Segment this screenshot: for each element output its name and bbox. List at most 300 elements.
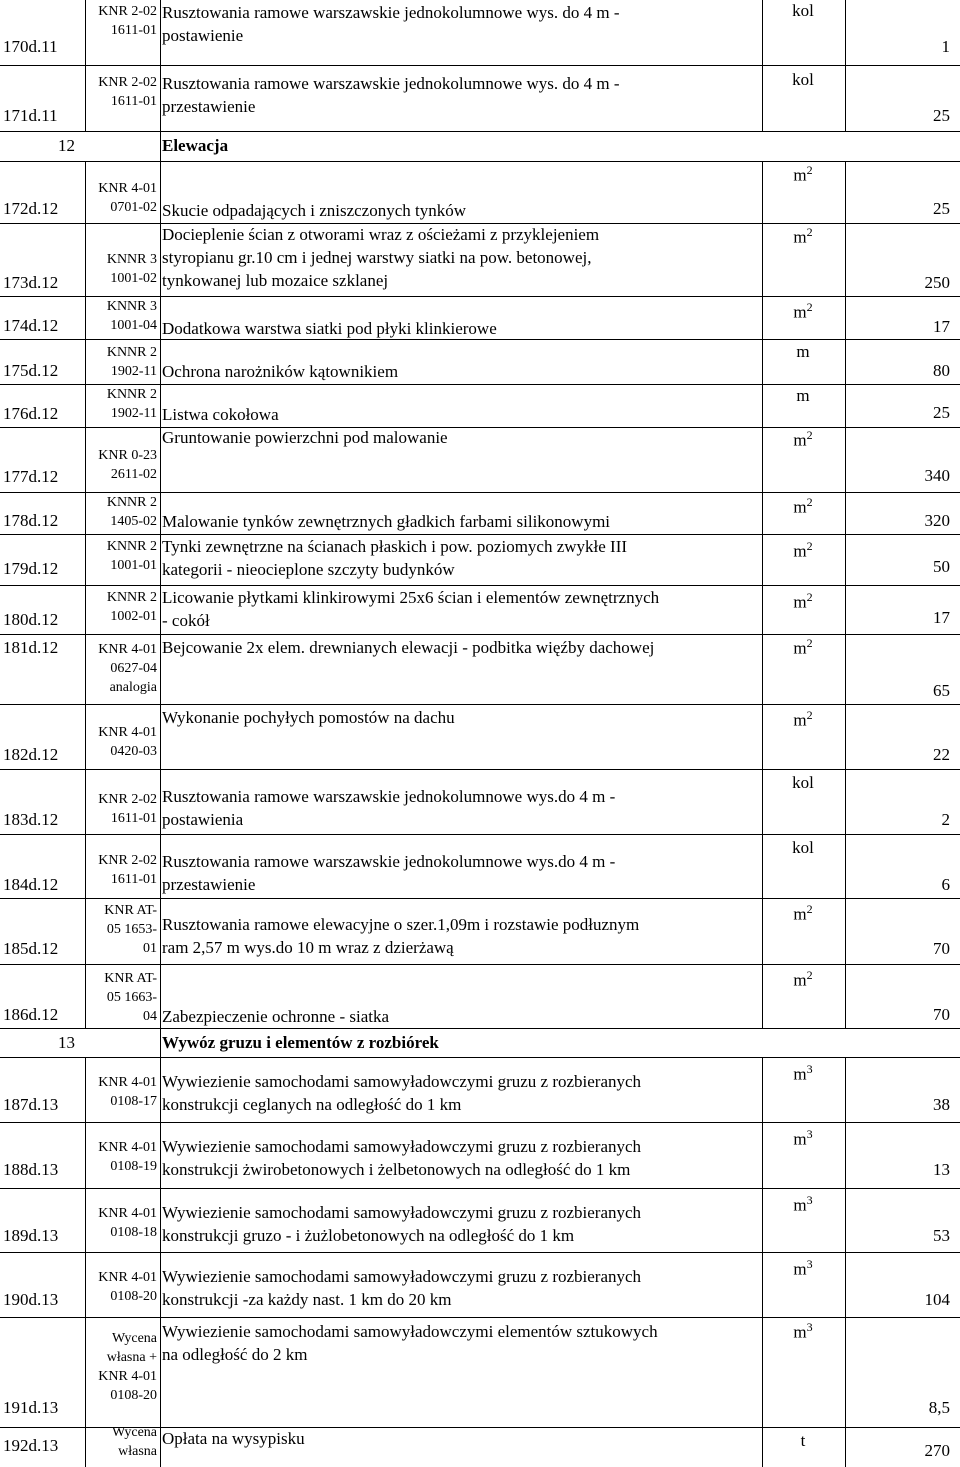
unit-symbol: m (793, 227, 807, 247)
unit-exponent: 2 (806, 539, 813, 553)
unit-symbol: m (793, 1195, 807, 1215)
item-number: 179d.12 (3, 559, 59, 578)
column-divider (845, 1428, 846, 1467)
table-row-175d-12 (0, 340, 960, 385)
catalog-code-line: Wycena (111, 1425, 157, 1440)
catalog-code-line: KNR 2-02 (98, 75, 157, 90)
table-row-178d-12 (0, 493, 960, 535)
catalog-code-line: analogia (109, 680, 157, 695)
catalog-code-line: 1611-01 (110, 811, 157, 826)
column-divider (160, 1029, 161, 1058)
unit-of-measure (762, 1062, 844, 1085)
item-number: 171d.11 (3, 106, 58, 125)
description-line: konstrukcji gruzo - i żużlobetonowych na odległość do 1 km (162, 1226, 575, 1245)
column-divider (160, 162, 161, 224)
catalog-code-line: KNNR 2 (106, 345, 157, 360)
item-number: 176d.12 (3, 404, 59, 423)
unit-exponent: 2 (806, 428, 813, 442)
unit-exponent: 3 (806, 1062, 813, 1076)
quantity: 25 (933, 106, 950, 125)
catalog-code (85, 1329, 157, 1405)
unit-exponent: 2 (806, 590, 813, 604)
column-divider (845, 297, 846, 340)
description-line: Wywiezienie samochodami samowyładowczymi gruzu z rozbieranych (162, 1267, 642, 1286)
catalog-code-line: KNR 4-01 (98, 1206, 157, 1221)
column-divider (160, 535, 161, 586)
quantity: 2 (941, 810, 950, 829)
table-row-183d-12 (0, 770, 960, 835)
description-line: Ochrona narożników kątownikiem (162, 362, 399, 381)
description-line: na odległość do 2 km (162, 1345, 308, 1364)
column-divider (160, 66, 161, 132)
unit-exponent: 2 (806, 708, 813, 722)
unit-symbol: m (793, 1322, 807, 1342)
catalog-code-line: 1405-02 (110, 514, 157, 529)
catalog-code-line: 1001-01 (110, 558, 157, 573)
column-divider (160, 0, 161, 66)
table-row-186d-12 (0, 965, 960, 1029)
unit-exponent: 3 (806, 1193, 813, 1207)
quantity: 53 (933, 1226, 950, 1245)
catalog-code-line: KNNR 2 (106, 539, 157, 554)
quantity: 70 (933, 939, 950, 958)
unit-of-measure (762, 163, 844, 186)
column-divider (845, 0, 846, 66)
item-number: 189d.13 (3, 1226, 59, 1245)
item-description (162, 850, 762, 896)
unit-of-measure (762, 428, 844, 451)
catalog-code (85, 901, 157, 958)
item-description (162, 1265, 762, 1311)
catalog-code-line: KNR AT- (104, 903, 157, 918)
unit-of-measure (762, 1320, 844, 1343)
item-number: 178d.12 (3, 511, 59, 530)
quantity: 25 (933, 403, 950, 422)
column-divider (845, 1189, 846, 1253)
catalog-code-line: własna + (106, 1350, 157, 1365)
catalog-code-line: 0108-20 (110, 1388, 157, 1403)
description-line: Wykonanie pochyłych pomostów na dachu (162, 708, 455, 727)
catalog-code (85, 790, 157, 828)
quantity: 13 (933, 1160, 950, 1179)
catalog-code (85, 640, 157, 697)
unit-of-measure (762, 225, 844, 248)
table-row-185d-12 (0, 899, 960, 965)
table-row-177d-12 (0, 428, 960, 493)
catalog-code-line: własna (118, 1444, 157, 1459)
item-number: 180d.12 (3, 610, 59, 629)
description-line: konstrukcji -za każdy nast. 1 km do 20 km (162, 1290, 452, 1309)
item-description (162, 1005, 762, 1028)
catalog-code-line: KNR 2-02 (98, 792, 157, 807)
quantity: 70 (933, 1005, 950, 1024)
unit-of-measure (762, 300, 844, 323)
description-line: Licowanie płytkami klinkirowymi 25x6 ścian i elementów zewnętrznych (162, 588, 660, 607)
catalog-code-line: 1611-01 (110, 94, 157, 109)
item-description (162, 1070, 762, 1116)
table-row-187d-13 (0, 1058, 960, 1123)
catalog-code-line: 0627-04 (110, 661, 157, 676)
description-line: Wywiezienie samochodami samowyładowczymi gruzu z rozbieranych (162, 1203, 642, 1222)
catalog-code-line: 1001-04 (110, 318, 157, 333)
catalog-code-line: 0701-02 (110, 200, 157, 215)
description-line: Listwa cokołowa (162, 405, 279, 424)
section-number: 12 (58, 136, 75, 155)
unit-symbol: m (793, 1064, 807, 1084)
item-number: 192d.13 (3, 1436, 59, 1455)
quantity: 104 (924, 1290, 950, 1309)
quantity: 38 (933, 1095, 950, 1114)
unit-of-measure (762, 636, 844, 659)
item-number: 174d.12 (3, 316, 59, 335)
item-description (162, 535, 762, 581)
item-description (162, 510, 762, 533)
table-row-190d-13 (0, 1253, 960, 1318)
catalog-code (85, 385, 157, 423)
catalog-code-line: 05 1653- (106, 922, 157, 937)
unit-symbol: m (793, 430, 807, 450)
unit-symbol: m (796, 386, 810, 405)
unit-symbol: m (793, 710, 807, 730)
item-description (162, 1320, 762, 1366)
quantity: 340 (924, 466, 950, 485)
item-description (162, 1427, 762, 1450)
catalog-code-line: 1902-11 (110, 406, 157, 421)
catalog-code (85, 537, 157, 575)
catalog-code-line: KNR 4-01 (98, 1270, 157, 1285)
description-line: konstrukcji żwirobetonowych i żelbetonowych na odległość do 1 km (162, 1160, 631, 1179)
catalog-code-line: 0108-20 (110, 1289, 157, 1304)
column-divider (160, 493, 161, 535)
catalog-code-line: 1611-01 (110, 872, 157, 887)
item-number: 188d.13 (3, 1160, 59, 1179)
section-number: 13 (58, 1033, 75, 1052)
item-description (162, 1, 762, 47)
section-header-13 (0, 1029, 960, 1058)
catalog-code (85, 1268, 157, 1306)
catalog-code (85, 179, 157, 217)
table-row-181d-12 (0, 635, 960, 705)
catalog-code-line: 0108-19 (110, 1159, 157, 1174)
catalog-code (85, 1423, 157, 1461)
catalog-code (85, 1138, 157, 1176)
section-title: Wywóz gruzu i elementów z rozbiórek (162, 1033, 439, 1052)
unit-of-measure (762, 70, 844, 90)
item-description (162, 785, 762, 831)
catalog-code (85, 1073, 157, 1111)
unit-symbol: m (793, 1259, 807, 1279)
item-description (162, 1135, 762, 1181)
column-divider (845, 1318, 846, 1428)
quantity: 65 (933, 681, 950, 700)
quantity: 80 (933, 361, 950, 380)
catalog-code-line: KNR 4-01 (98, 1140, 157, 1155)
section-header-12 (0, 132, 960, 162)
table-row-172d-12 (0, 162, 960, 224)
column-divider (845, 340, 846, 385)
column-divider (160, 635, 161, 705)
item-number: 181d.12 (3, 638, 59, 657)
unit-of-measure (762, 1257, 844, 1280)
column-divider (845, 66, 846, 132)
column-divider (160, 965, 161, 1029)
column-divider (845, 899, 846, 965)
table-row-189d-13 (0, 1189, 960, 1253)
description-line: Rusztowania ramowe warszawskie jednokolumnowe wys.do 4 m - (162, 787, 616, 806)
quantity: 8,5 (928, 1398, 950, 1417)
catalog-code-line: 1001-02 (110, 271, 157, 286)
table-row-174d-12 (0, 297, 960, 340)
unit-of-measure (762, 539, 844, 562)
description-line: postawienie (162, 26, 244, 45)
unit-symbol: m (793, 592, 807, 612)
unit-of-measure (762, 590, 844, 613)
column-divider (160, 132, 161, 162)
catalog-code (85, 73, 157, 111)
table-row-173d-12 (0, 224, 960, 297)
column-divider (160, 899, 161, 965)
catalog-code (85, 493, 157, 531)
unit-symbol: m (793, 1129, 807, 1149)
table-row-182d-12 (0, 705, 960, 770)
catalog-code-line: 0420-03 (110, 744, 157, 759)
unit-symbol: m (793, 165, 807, 185)
unit-of-measure (762, 902, 844, 925)
catalog-code (85, 2, 157, 40)
catalog-code-line: 2611-02 (110, 467, 157, 482)
item-description (162, 72, 762, 118)
unit-symbol: m (793, 302, 807, 322)
column-divider (845, 162, 846, 224)
unit-of-measure (762, 773, 844, 793)
description-line: Docieplenie ścian z otworami wraz z ościeżami z przyklejeniem (162, 225, 600, 244)
catalog-code-line: KNR AT- (104, 971, 157, 986)
column-divider (845, 428, 846, 493)
column-divider (845, 385, 846, 428)
catalog-code-line: Wycena (111, 1331, 157, 1346)
column-divider (160, 705, 161, 770)
quantity: 17 (933, 608, 950, 627)
table-row-170d-11 (0, 0, 960, 66)
column-divider (845, 1123, 846, 1189)
column-divider (160, 297, 161, 340)
item-description (162, 1201, 762, 1247)
table-row-192d-13 (0, 1425, 960, 1467)
unit-exponent: 2 (806, 636, 813, 650)
catalog-code-line: 05 1663- (106, 990, 157, 1005)
item-description (162, 913, 762, 959)
catalog-code-line: 04 (143, 1009, 157, 1024)
column-divider (845, 224, 846, 297)
catalog-code-line: KNNR 3 (106, 252, 157, 267)
catalog-code (85, 723, 157, 761)
description-line: kategorii - nieocieplone szczyty budynków (162, 560, 455, 579)
catalog-code (85, 343, 157, 381)
unit-of-measure (762, 342, 844, 362)
table-row-171d-11 (0, 66, 960, 132)
table-row-188d-13 (0, 1123, 960, 1189)
unit-symbol: m (793, 541, 807, 561)
catalog-code-line: KNNR 2 (106, 590, 157, 605)
unit-of-measure (762, 1431, 844, 1451)
catalog-code (85, 250, 157, 288)
item-description (162, 706, 762, 729)
unit-exponent: 3 (806, 1320, 813, 1334)
table-row-184d-12 (0, 835, 960, 899)
table-row-180d-12 (0, 586, 960, 635)
unit-of-measure (762, 386, 844, 406)
unit-of-measure (762, 968, 844, 991)
quantity: 1 (941, 37, 950, 56)
item-number: 172d.12 (3, 199, 59, 218)
quantity: 270 (924, 1441, 950, 1460)
item-number: 186d.12 (3, 1005, 59, 1024)
description-line: ram 2,57 m wys.do 10 m wraz z dzierżawą (162, 938, 454, 957)
catalog-code (85, 588, 157, 626)
description-line: Rusztowania ramowe elewacyjne o szer.1,09m i rozstawie podłuznym (162, 915, 640, 934)
column-divider (845, 1058, 846, 1123)
column-divider (845, 835, 846, 899)
quantity: 250 (924, 273, 950, 292)
column-divider (160, 835, 161, 899)
catalog-code-line: 1002-01 (110, 609, 157, 624)
description-line: Rusztowania ramowe warszawskie jednokolumnowe wys. do 4 m - (162, 3, 620, 22)
column-divider (160, 224, 161, 297)
description-line: Skucie odpadających i zniszczonych tynków (162, 201, 467, 220)
column-divider (160, 1428, 161, 1467)
column-divider (845, 965, 846, 1029)
column-divider (845, 493, 846, 535)
description-line: postawienia (162, 810, 244, 829)
catalog-code-line: KNR 2-02 (98, 853, 157, 868)
column-divider (160, 428, 161, 493)
unit-symbol: m (796, 342, 810, 361)
table-row-176d-12 (0, 385, 960, 428)
description-line: przestawienie (162, 875, 256, 894)
quantity: 6 (941, 875, 950, 894)
catalog-code-line: KNR 4-01 (98, 1075, 157, 1090)
item-number: 183d.12 (3, 810, 59, 829)
column-divider (160, 385, 161, 428)
column-divider (845, 586, 846, 635)
table-row-179d-12 (0, 535, 960, 586)
item-description (162, 403, 762, 426)
item-number: 190d.13 (3, 1290, 59, 1309)
table-row-191d-13 (0, 1318, 960, 1428)
unit-exponent: 2 (806, 163, 813, 177)
item-description (162, 360, 762, 383)
unit-exponent: 2 (806, 300, 813, 314)
quantity: 25 (933, 199, 950, 218)
catalog-code (85, 969, 157, 1026)
item-number: 187d.13 (3, 1095, 59, 1114)
unit-of-measure (762, 1, 844, 21)
description-line: Opłata na wysypisku (162, 1429, 305, 1448)
column-divider (845, 635, 846, 705)
unit-exponent: 2 (806, 495, 813, 509)
catalog-code-line: 1902-11 (110, 364, 157, 379)
item-number: 184d.12 (3, 875, 59, 894)
unit-exponent: 2 (806, 968, 813, 982)
item-number: 182d.12 (3, 745, 59, 764)
catalog-code-line: KNNR 3 (106, 299, 157, 314)
column-divider (160, 1123, 161, 1189)
catalog-code (85, 1204, 157, 1242)
item-number: 185d.12 (3, 939, 59, 958)
unit-exponent: 3 (806, 1257, 813, 1271)
column-divider (845, 1253, 846, 1318)
description-line: tynkowanej lub mozaice szklanej (162, 271, 389, 290)
item-description (162, 223, 762, 292)
item-description (162, 317, 762, 340)
column-divider (160, 770, 161, 835)
unit-of-measure (762, 708, 844, 731)
catalog-code-line: KNNR 2 (106, 495, 157, 510)
catalog-code-line: KNR 4-01 (98, 642, 157, 657)
column-divider (160, 340, 161, 385)
unit-symbol: m (793, 497, 807, 517)
description-line: Zabezpieczenie ochronne - siatka (162, 1007, 390, 1026)
quantity: 17 (933, 317, 950, 336)
description-line: Dodatkowa warstwa siatki pod płyki klinkierowe (162, 319, 497, 338)
catalog-code (85, 297, 157, 335)
description-line: Wywiezienie samochodami samowyładowczymi gruzu z rozbieranych (162, 1137, 642, 1156)
description-line: Tynki zewnętrzne na ścianach płaskich i pow. poziomych zwykłe III (162, 537, 628, 556)
item-description (162, 426, 762, 449)
item-number: 170d.11 (3, 37, 58, 56)
catalog-code-line: 1611-01 (110, 23, 157, 38)
item-number: 191d.13 (3, 1398, 59, 1417)
item-number: 177d.12 (3, 467, 59, 486)
catalog-code-line: KNR 4-01 (98, 181, 157, 196)
column-divider (845, 535, 846, 586)
item-description (162, 636, 762, 659)
description-line: Wywiezienie samochodami samowyładowczymi gruzu z rozbieranych (162, 1072, 642, 1091)
unit-symbol: t (800, 1431, 806, 1450)
quantity: 320 (924, 511, 950, 530)
column-divider (160, 1253, 161, 1318)
unit-symbol: kol (792, 773, 814, 792)
quantity: 22 (933, 745, 950, 764)
catalog-code (85, 851, 157, 889)
column-divider (845, 705, 846, 770)
description-line: - cokół (162, 611, 210, 630)
unit-symbol: m (793, 904, 807, 924)
description-line: Rusztowania ramowe warszawskie jednokolumnowe wys. do 4 m - (162, 74, 620, 93)
description-line: styropianu gr.10 cm i jednej warstwy siatki na pow. betonowej, (162, 248, 592, 267)
unit-exponent: 3 (806, 1127, 813, 1141)
item-number: 173d.12 (3, 273, 59, 292)
unit-symbol: kol (792, 838, 814, 857)
catalog-code-line: KNR 4-01 (98, 1369, 157, 1384)
unit-symbol: m (793, 638, 807, 658)
quantity: 50 (933, 557, 950, 576)
unit-exponent: 2 (806, 225, 813, 239)
column-divider (845, 770, 846, 835)
unit-of-measure (762, 495, 844, 518)
unit-of-measure (762, 1193, 844, 1216)
catalog-code-line: KNR 0-23 (98, 448, 157, 463)
column-divider (160, 586, 161, 635)
catalog-code-line: KNNR 2 (106, 387, 157, 402)
unit-symbol: m (793, 970, 807, 990)
catalog-code-line: KNR 2-02 (98, 4, 157, 19)
description-line: Gruntowanie powierzchni pod malowanie (162, 428, 448, 447)
item-description (162, 199, 762, 222)
description-line: Wywiezienie samochodami samowyładowczymi elementów sztukowych (162, 1322, 658, 1341)
description-line: Bejcowanie 2x elem. drewnianych elewacji - podbitka więźby dachowej (162, 638, 655, 657)
catalog-code-line: 0108-18 (110, 1225, 157, 1240)
